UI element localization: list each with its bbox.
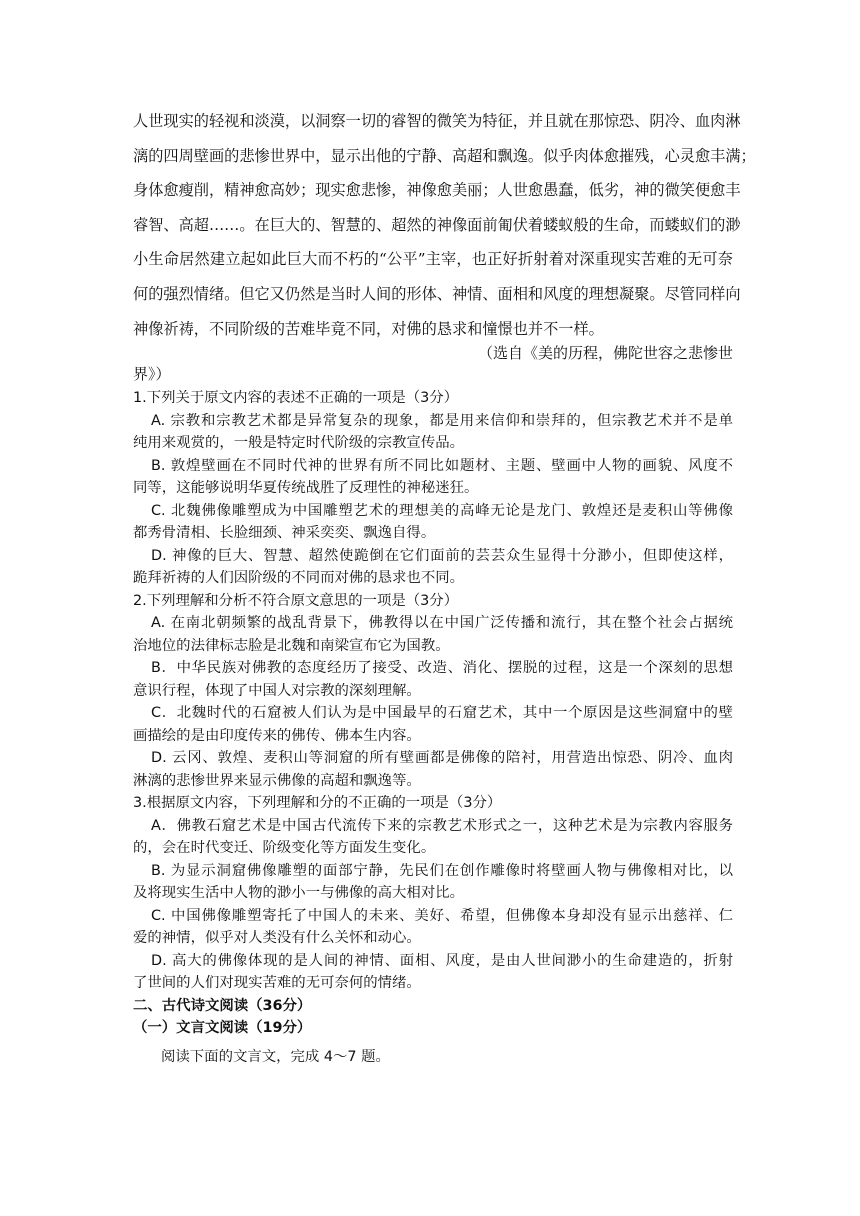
- option-line: 治地位的法律标志脸是北魏和南梁宣布它为国教。: [133, 637, 450, 654]
- option-line: 的，会在时代变迁、阶级变化等方面发生变化。: [133, 840, 436, 856]
- option-line: 画描绘的是由印度传来的佛传、佛本生内容。: [133, 727, 421, 744]
- passage-line: 何的强烈情绪。但它又仍然是当时人间的形体、神情、面相和风度的理想凝聚。尽管同样向: [133, 284, 741, 303]
- question-stem: 1.下列关于原文内容的表述不正确的一项是（3分）: [133, 390, 459, 406]
- question-stem: 3.根据原文内容，下列理解和分的不正确的一项是（3分）: [133, 795, 502, 811]
- question-option: [133, 905, 733, 950]
- question-option: [133, 500, 733, 545]
- option-line: C. 中国佛像雕塑寄托了中国人的未来、美好、希望，但佛像本身却没有显示出慈祥、仁: [151, 907, 733, 924]
- option-line: B. 敦煌壁画在不同时代神的世界有所不同比如题材、主题、壁画中人物的画貌、风度不: [151, 457, 733, 474]
- question-option: [133, 950, 733, 995]
- passage-line: 神像祈祷，不同阶级的苦难毕竟不同，对佛的恳求和憧憬也并不一样。: [133, 319, 604, 338]
- option-line: 同等，这能够说明华夏传统战胜了反理性的神秘迷狂。: [133, 480, 479, 496]
- reading-passage: [133, 104, 756, 346]
- section-instruction: 阅读下面的文言文，完成 4～7 题。: [161, 1048, 390, 1065]
- option-line: A. 在南北朝频繁的战乱背景下，佛教得以在中国广泛传播和流行，其在整个社会占据统: [151, 615, 733, 631]
- passage-line: 睿智、高超……。在巨大的、智慧的、超然的神像面前匍伏着蝼蚁般的生命，而蝼蚁们的渺: [133, 215, 741, 234]
- option-line: C. 北魏佛像雕塑成为中国雕塑艺术的理想美的高峰无论是龙门、敦煌还是麦积山等佛像: [151, 502, 733, 519]
- passage-line: 人世现实的轻视和淡漠，以洞察一切的睿智的微笑为特征，并且就在那惊恐、阴冷、血肉淋: [133, 112, 741, 130]
- passage-source: [133, 343, 733, 385]
- question-option: [133, 702, 733, 747]
- section-heading: 二、古代诗文阅读（36分）: [133, 997, 312, 1014]
- option-line: 纯用来观赏的，一般是特定时代阶级的宗教宣传品。: [133, 435, 464, 451]
- subsection-heading: （一）文言文阅读（19分）: [133, 1020, 312, 1036]
- option-line: C．北魏时代的石窟被人们认为是中国最早的石窟艺术，其中一个原因是这些洞窟中的壁: [151, 705, 733, 721]
- option-line: 都秀骨清相、长脸细颈、神采奕奕、飘逸自得。: [133, 525, 436, 541]
- questions: [133, 387, 733, 1068]
- option-line: D. 高大的佛像体现的是人间的神情、面相、风度，是由人世间渺小的生命建造的，折射: [151, 952, 733, 969]
- question-option: [133, 860, 733, 905]
- option-line: 及将现实生活中人物的渺小一与佛像的高大相对比。: [133, 885, 464, 901]
- option-line: A. 宗教和宗教艺术都是异常复杂的现象，都是用来信仰和崇拜的，但宗教艺术并不是单: [151, 412, 733, 429]
- option-line: 了世间的人们对现实苦难的无可奈何的情绪。: [133, 975, 421, 991]
- option-line: D. 云冈、敦煌、麦积山等洞窟的所有壁画都是佛像的陪衬，用营造出惊恐、阴冷、血肉: [151, 750, 733, 766]
- question-option: [133, 815, 733, 860]
- option-line: D. 神像的巨大、智慧、超然使跪倒在它们面前的芸芸众生显得十分渺小，但即使这样，: [151, 547, 733, 564]
- question-option: [133, 545, 733, 590]
- question-option: [133, 612, 733, 657]
- question-option: [133, 747, 733, 792]
- option-line: 跪拜祈祷的人们因阶级的不同而对佛的恳求也不同。: [133, 570, 464, 586]
- option-line: B. 为显示洞窟佛像雕塑的面部宁静，先民们在创作雕像时将壁画人物与佛像相对比，以: [151, 862, 733, 879]
- question-option: [133, 455, 733, 500]
- source-line: （选自《美的历程，佛陀世容之悲惨世: [477, 344, 733, 362]
- option-line: B．中华民族对佛教的态度经历了接受、改造、消化、摆脱的过程，这是一个深刻的思想: [151, 660, 733, 676]
- option-line: 爱的神情，似乎对人类没有什么关怀和动心。: [133, 930, 421, 946]
- question-option: [133, 410, 733, 455]
- question-option: [133, 657, 733, 702]
- passage-line: 身体愈瘦削，精神愈高妙；现实愈悲惨，神像愈美丽；人世愈愚蠢，低劣，神的微笑便愈丰: [133, 181, 741, 200]
- passage-line: 小生命居然建立起如此巨大而不朽的“公平”主宰，也正好折射着对深重现实苦难的无可奈: [133, 250, 733, 269]
- passage-line: 漓的四周壁画的悲惨世界中，显示出他的宁静、高超和飘逸。似乎肉体愈摧残，心灵愈丰满；: [133, 146, 756, 165]
- source-line: 界》）: [133, 365, 171, 383]
- option-line: A．佛教石窟艺术是中国古代流传下来的宗教艺术形式之一，这种艺术是为宗教内容服务: [151, 817, 733, 834]
- question-stem: 2.下列理解和分析不符合原文意思的一项是（3分）: [133, 592, 459, 609]
- option-line: 淋漓的悲惨世界来显示佛像的高超和飘逸等。: [133, 772, 421, 789]
- option-line: 意识行程，体现了中国人对宗教的深刻理解。: [133, 682, 421, 699]
